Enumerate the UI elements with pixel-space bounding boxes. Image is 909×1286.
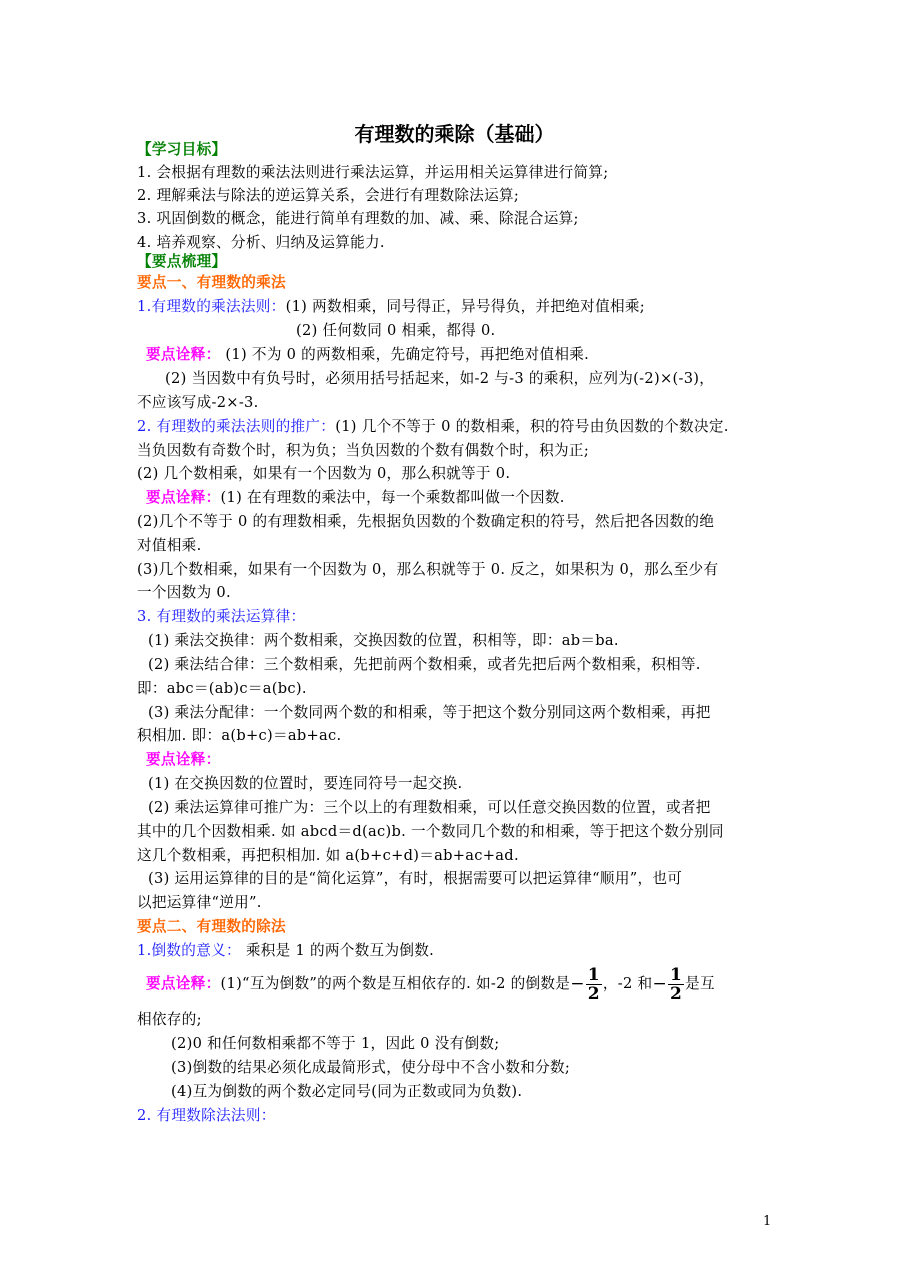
note-text: (3)倒数的结果必须化成最简形式，使分母中不含小数和分数;	[171, 1059, 571, 1076]
note-text: (1) 在交换因数的位置时，要连同符号一起交换.	[148, 775, 463, 792]
section-heading-2: 要点二、有理数的除法	[137, 918, 286, 935]
mult-ext-text: (1) 几个不等于 0 的数相乘，积的符号由负因数的个数决定.	[335, 418, 729, 435]
division-rule-label: 2. 有理数除法法则：	[137, 1107, 276, 1124]
note-text: (2)几个不等于 0 的有理数相乘，先根据负因数的个数确定积的符号，然后把各因数的绝	[137, 513, 715, 530]
goal-item: 3. 巩固倒数的概念，能进行简单有理数的加、减、乘、除混合运算;	[137, 210, 579, 227]
laws-label: 3. 有理数的乘法运算律：	[137, 608, 306, 625]
law-text: 积相加. 即：a(b+c)＝ab+ac.	[137, 727, 342, 744]
section-heading-1: 要点一、有理数的乘法	[137, 274, 286, 291]
reciprocal-label: 1.倒数的意义：	[137, 942, 241, 959]
note-text: (4)互为倒数的两个数必定同号(同为正数或同为负数).	[171, 1083, 523, 1100]
minus-sign: −	[652, 974, 667, 994]
goal-item: 2. 理解乘法与除法的逆运算关系，会进行有理数除法运算;	[137, 187, 520, 204]
goal-item: 4. 培养观察、分析、归纳及运算能力.	[137, 234, 385, 251]
reciprocal-line	[137, 941, 777, 961]
note-label: 要点诠释：	[146, 975, 221, 992]
note-label: 要点诠释：	[146, 346, 221, 363]
note-text: 以把运算律“逆用”.	[137, 894, 262, 911]
note-text: (1) 不为 0 的两数相乘，先确定符号，再把绝对值相乘.	[220, 346, 590, 363]
goals-heading: 【学习目标】	[137, 141, 227, 158]
mult-ext-line	[137, 417, 777, 437]
law-text: 即：abc＝(ab)c＝a(bc).	[137, 680, 307, 697]
note-text: (2) 乘法运算律可推广为：三个以上的有理数相乘，可以任意交换因数的位置，或者把	[148, 799, 711, 816]
note-text: 是互	[685, 975, 715, 992]
mult-rule-label: 1.有理数的乘法法则：	[137, 298, 286, 315]
fraction-one-half: $\frac{1}{2}$	[587, 964, 600, 1004]
note-line	[146, 964, 786, 1004]
fraction-one-half: $\frac{1}{2}$	[669, 964, 683, 1004]
note-text: (3) 运用运算律的目的是“简化运算”，有时，根据需要可以把运算律“顺用”，也可	[148, 870, 683, 887]
note-text: ，-2 和	[602, 975, 653, 992]
note-text: (2) 当因数中有负号时，必须用括号括起来，如-2 与-3 的乘积，应列为(-2)×(-3)，	[165, 370, 715, 387]
note-text: 不应该写成-2×-3.	[137, 394, 259, 411]
mult-ext-text: (2) 几个数相乘，如果有一个因数为 0，那么积就等于 0.	[137, 465, 511, 482]
minus-sign: −	[570, 974, 585, 994]
note-text: (3)几个数相乘，如果有一个因数为 0，那么积就等于 0. 反之，如果积为 0，那么至少有	[137, 561, 719, 578]
note-text: 对值相乘.	[137, 537, 202, 554]
note-label: 要点诠释：	[146, 489, 221, 506]
law-text: (2) 乘法结合律：三个数相乘，先把前两个数相乘，或者先把后两个数相乘，积相等.	[148, 656, 701, 673]
note-text: 一个因数为 0.	[137, 584, 231, 601]
law-text: (1) 乘法交换律：两个数相乘，交换因数的位置，积相等，即：ab＝ba.	[148, 632, 619, 649]
note-text: (1)“互为倒数”的两个数是互相依存的. 如-2 的倒数是	[220, 975, 571, 992]
note-label: 要点诠释：	[146, 751, 221, 768]
reciprocal-text: 乘积是 1 的两个数互为倒数.	[240, 942, 435, 959]
summary-heading: 【要点梳理】	[137, 253, 227, 270]
page-number: 1	[763, 1214, 772, 1229]
note-line	[146, 488, 786, 508]
note-text: 其中的几个因数相乘. 如 abcd＝d(ac)b. 一个数同几个数的和相乘，等于把这个数分别同	[137, 823, 724, 840]
goal-item: 1. 会根据有理数的乘法法则进行乘法运算，并运用相关运算律进行简算;	[137, 164, 609, 181]
note-text: 这几个数相乘，再把积相加. 如 a(b+c+d)＝ab+ac+ad.	[137, 847, 519, 864]
law-text: (3) 乘法分配律：一个数同两个数的和相乘，等于把这个数分别同这两个数相乘，再把	[148, 704, 711, 721]
page-title: 有理数的乘除（基础）	[354, 122, 555, 146]
mult-rule-1: (1) 两数相乘，同号得正，异号得负，并把绝对值相乘;	[285, 298, 645, 315]
mult-ext-label: 2. 有理数的乘法法则的推广：	[137, 418, 336, 435]
mult-rule-2: (2) 任何数同 0 相乘，都得 0.	[296, 322, 496, 339]
note-text: (2)0 和任何数相乘都不等于 1，因此 0 没有倒数;	[171, 1035, 500, 1052]
note-text: (1) 在有理数的乘法中，每一个乘数都叫做一个因数.	[220, 489, 565, 506]
mult-ext-text: 当负因数有奇数个时，积为负；当负因数的个数有偶数个时，积为正;	[137, 442, 590, 459]
note-line	[146, 345, 786, 365]
note-text: 相依存的;	[137, 1011, 202, 1028]
mult-rule-line	[137, 297, 777, 317]
